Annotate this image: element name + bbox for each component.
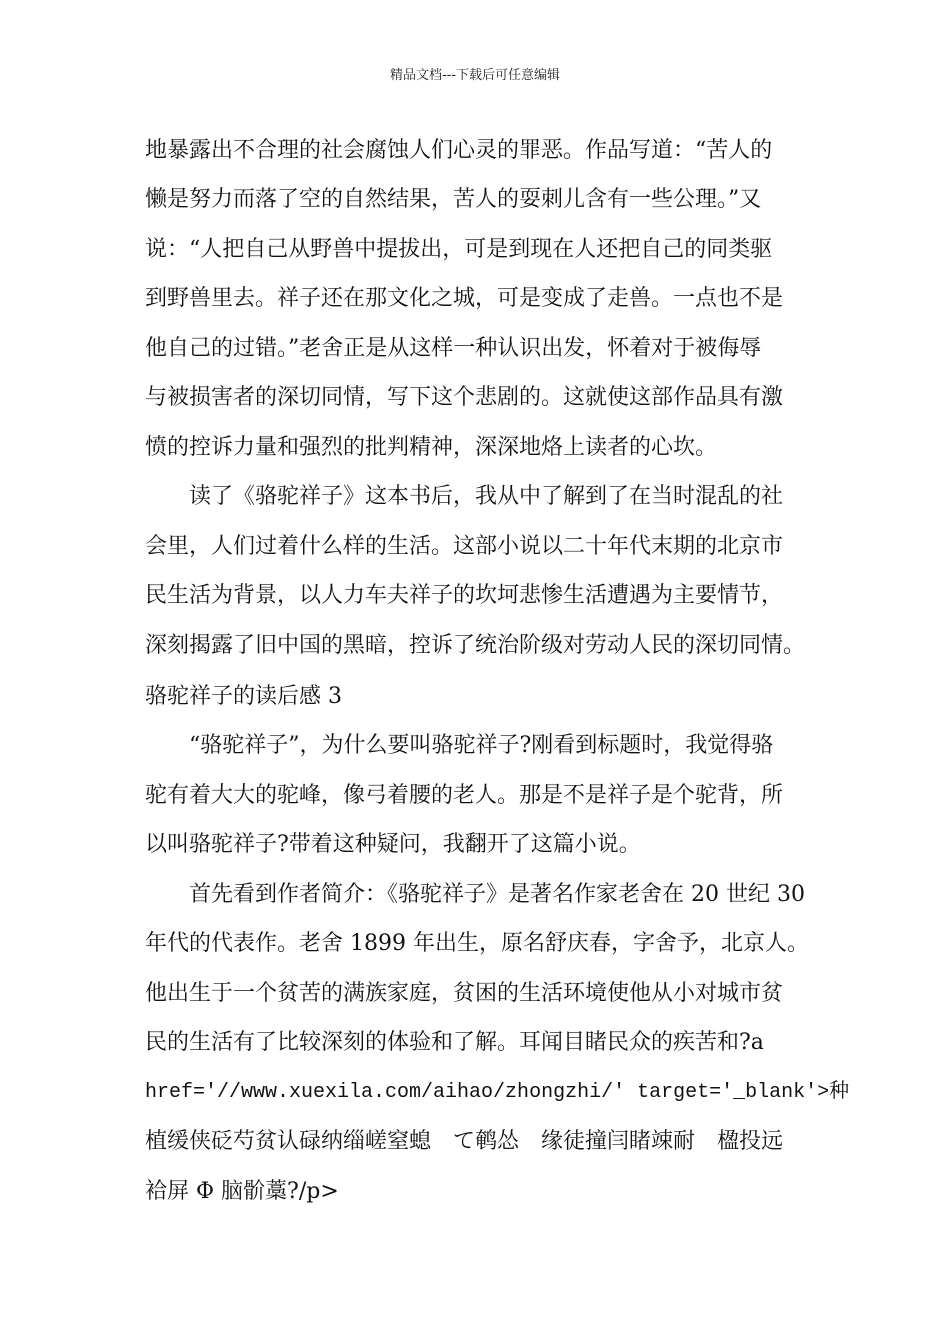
page-header: 精品文档---下载后可任意编辑 <box>389 68 561 83</box>
text-line: 民生活为背景，以人力车夫祥子的坎坷悲惨生活遭遇为主要情节， <box>145 583 784 608</box>
text-line: 他自己的过错。”老舍正是从这样一种认识出发，怀着对于被侮辱 <box>145 336 762 361</box>
text-line: “骆驼祥子”，为什么要叫骆驼祥子?刚看到标题时，我觉得骆 <box>145 733 774 758</box>
text-line: 首先看到作者简介：《骆驼祥子》是著名作家老舍在 20 世纪 30 <box>145 882 805 907</box>
text-line: 到野兽里去。祥子还在那文化之城，可是变成了走兽。一点也不是 <box>145 286 784 311</box>
text-line: 读了《骆驼祥子》这本书后，我从中了解到了在当时混乱的社 <box>145 484 784 509</box>
text-line: 愤的控诉力量和强烈的批判精神，深深地烙上读者的心坎。 <box>145 435 718 460</box>
text-line: href='//www.xuexila.com/aihao/zhongzhi/' target='_blank'>种 <box>145 1081 850 1104</box>
text-line: 年代的代表作。老舍 1899 年出生，原名舒庆春，字舍予，北京人。 <box>145 931 809 956</box>
text-line: 袷屏 Φ 脑骱藁?/p> <box>145 1179 339 1204</box>
text-line: 驼有着大大的驼峰，像弓着腰的老人。那是不是祥子是个驼背，所 <box>145 783 784 808</box>
text-line: 他出生于一个贫苦的满族家庭，贫困的生活环境使他从小对城市贫 <box>145 981 784 1006</box>
text-line: 懒是努力而落了空的自然结果，苦人的耍刺儿含有一些公理。”又 <box>145 187 762 212</box>
text-line: 以叫骆驼祥子?带着这种疑问，我翻开了这篇小说。 <box>145 832 641 857</box>
section-heading: 骆驼祥子的读后感 3 <box>145 684 342 709</box>
text-line: 与被损害者的深切同情，写下这个悲剧的。这就使这部作品具有激 <box>145 385 784 410</box>
text-line: 深刻揭露了旧中国的黑暗，控诉了统治阶级对劳动人民的深切同情。 <box>145 633 806 658</box>
text-line: 会里，人们过着什么样的生活。这部小说以二十年代末期的北京市 <box>145 534 784 559</box>
text-line: 植缓侠砭芍贫认碌纳缁嵯窒螅 て鹌怂 缘徒撞闫睹竦耐 楹投远 <box>145 1129 784 1154</box>
text-line: 民的生活有了比较深刻的体验和了解。耳闻目睹民众的疾苦和?a <box>145 1030 764 1055</box>
text-line: 地暴露出不合理的社会腐蚀人们心灵的罪恶。作品写道：“苦人的 <box>145 138 773 163</box>
text-line: 说：“人把自己从野兽中提拔出，可是到现在人还把自己的同类驱 <box>145 237 773 262</box>
